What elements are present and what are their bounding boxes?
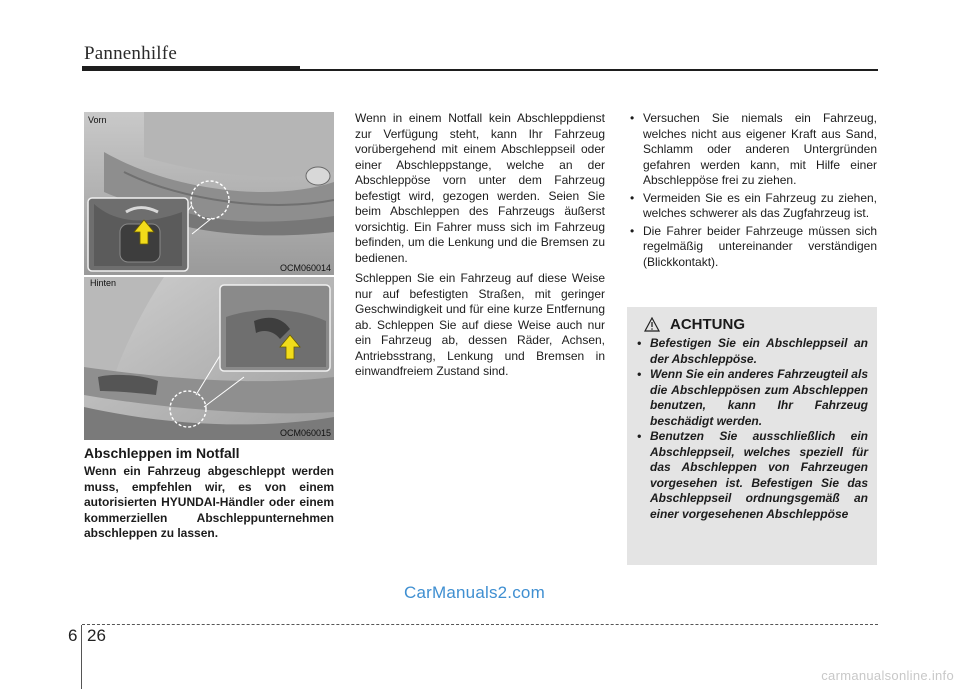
bullet-icon: • — [637, 429, 642, 443]
warning-title: ACHTUNG — [670, 316, 745, 333]
bullet-icon: • — [630, 190, 635, 205]
figure-label-rear: Hinten — [90, 278, 117, 288]
list-item: • Benutzen Sie ausschließlich ein Abschleppseil, welches speziell für das Abschleppen von Fahrzeugen vorgesehen ist. Befestigen Sie das Abschleppseil ordnungsgemäß an einer vorgesehenen Abschleppöse — [637, 429, 868, 521]
chapter-number: 6 — [68, 626, 78, 645]
page-number: 26 — [87, 626, 106, 645]
figure-rear-tow-hook — [84, 277, 334, 440]
body-text-column — [355, 111, 605, 385]
caution-list — [627, 111, 877, 272]
list-item: • Befestigen Sie ein Abschleppseil an der Abschleppöse. — [637, 336, 868, 366]
list-item: • Vermeiden Sie es ein Fahrzeug zu ziehen, welches schwerer als das Zugfahrzeug ist. — [630, 190, 877, 220]
chapter-title: Pannenhilfe — [84, 43, 177, 64]
section-heading: Abschleppen im Notfall — [84, 445, 240, 461]
bullet-icon: • — [630, 223, 635, 238]
header-rule-thin — [300, 69, 878, 71]
warning-header — [636, 316, 868, 336]
figure-code-rear: OCM060015 — [279, 428, 331, 438]
list-item: • Versuchen Sie niemals ein Fahrzeug, welches nicht aus eigener Kraft aus Sand, Schlamm oder anderen Untergründen gefahren werden kann, mit Hilfe einer Abschleppöse frei zu ziehen. — [630, 111, 877, 187]
warning-list — [636, 336, 868, 522]
figure-code-front: OCM060014 — [279, 263, 331, 273]
watermark-link[interactable]: CarManuals2.com — [404, 583, 545, 602]
header-rule-thick — [82, 66, 300, 71]
body-paragraph: Wenn in einem Notfall kein Abschleppdienst zur Verfügung steht, kann Ihr Fahrzeug vorübergehend mit einem Abschleppseil oder einer Abschleppstange, welche an der Abschleppöse vorn unter dem Fahrzeug befestigt wird, gezogen werden. Seien Sie beim Abschleppen des Fahrzeugs äußerst vorsichtig. Ein Fahrer muss sich im Fahrzeug befinden, um die Lenkung und die Bremsen zu bedienen. — [355, 111, 605, 265]
warning-box — [627, 307, 877, 565]
page-number-divider — [81, 625, 82, 689]
section-intro: Wenn ein Fahrzeug abgeschleppt werden muss, empfehlen wir, es von einem autorisierten HYUNDAI-Händler oder einem kommerziellen Abschleppunternehmen abschleppen zu lassen. — [84, 464, 334, 540]
front-bumper-illustration — [84, 112, 334, 275]
footer-site-watermark: carmanualsonline.info — [821, 668, 954, 683]
figure-front-tow-hook — [84, 112, 334, 275]
footer-dashed-rule — [82, 624, 878, 625]
body-paragraph: Schleppen Sie ein Fahrzeug auf diese Weise nur auf befestigten Straßen, mit geringer Geschwindigkeit und für eine kurze Entfernung ab. Schleppen Sie auf diese Weise auch nur ein Fahrzeug ab, dessen Räder, Achsen, Antriebsstrang, Lenkung und Bremsen in einwandfreiem Zustand sind. — [355, 271, 605, 378]
figure-label-front: Vorn — [88, 115, 107, 125]
bullet-icon: • — [630, 111, 635, 125]
bullet-icon: • — [637, 336, 642, 350]
list-item: • Die Fahrer beider Fahrzeuge müssen sich regelmäßig untereinander verständigen (Blickkontakt). — [630, 223, 877, 269]
bullet-icon: • — [637, 367, 642, 381]
warning-triangle-icon — [644, 317, 660, 332]
list-item: • Wenn Sie ein anderes Fahrzeugteil als die Abschleppösen zum Abschleppen benutzen, kann Ihr Fahrzeug beschädigt werden. — [637, 367, 868, 428]
rear-bumper-illustration — [84, 277, 334, 440]
